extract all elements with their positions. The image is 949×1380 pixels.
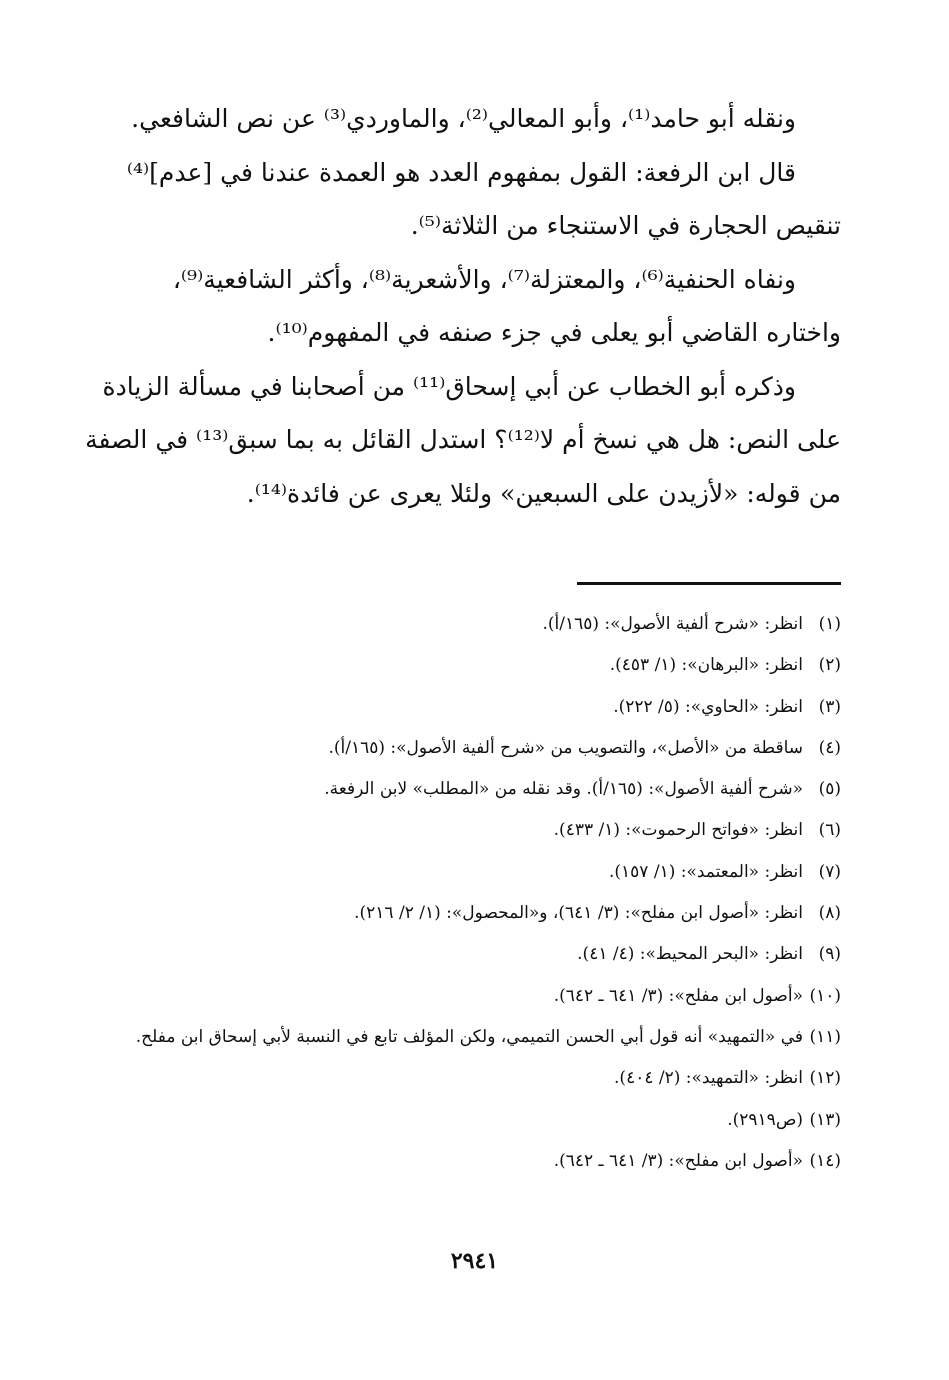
footnote-number: (٥) [818, 779, 841, 800]
main-text-line: ونقله أبو حامد⁽¹⁾، وأبو المعالي⁽²⁾، والماوردي⁽³⁾ عن نص الشافعي. [131, 104, 796, 133]
page-number: ٢٩٤١ [450, 1248, 499, 1274]
main-text-line: من قوله: «لأزيدن على السبعين» ولئلا يعرى عن فائدة⁽¹⁴⁾. [246, 478, 841, 508]
footnote-text: (ص٢٩١٩). [727, 1109, 803, 1130]
footnote-separator [577, 582, 841, 585]
footnote-number: (١٤) [809, 1150, 841, 1171]
footnote-item [131, 769, 841, 810]
footnote-number: (٧) [818, 861, 841, 882]
footnote-item [131, 934, 841, 975]
footnote-item [131, 852, 841, 893]
footnote-text: انظر: «المعتمد»: (١/ ١٥٧). [608, 861, 803, 882]
main-text-line: ونفاه الحنفية⁽⁶⁾، والمعتزلة⁽⁷⁾، والأشعرية⁽⁸⁾، وأكثر الشافعية⁽⁹⁾، [172, 264, 796, 294]
footnote-item [131, 893, 841, 934]
footnote-text: انظر: «البحر المحيط»: (٤/ ٤١). [577, 944, 803, 965]
footnote-text: انظر: «البرهان»: (١/ ٤٥٣). [609, 655, 803, 676]
main-text-line: واختاره القاضي أبو يعلى في جزء صنفه في المفهوم⁽¹⁰⁾. [267, 318, 841, 347]
footnote-item [131, 1058, 841, 1099]
footnote-number: (٤) [818, 737, 841, 758]
footnote-text: انظر: «الحاوي»: (٥/ ٢٢٢). [613, 696, 803, 717]
footnote-item [131, 687, 841, 728]
footnote-number: (٣) [818, 696, 841, 717]
footnote-number: (٨) [818, 903, 841, 924]
footnote-number: (٩) [818, 944, 841, 965]
footnote-number: (١٣) [809, 1109, 841, 1130]
footnote-item [131, 645, 841, 686]
footnote-text: انظر: «شرح ألفية الأصول»: (١٦٥/أ). [542, 614, 803, 634]
main-text-line: على النص: هل هي نسخ أم لا⁽¹²⁾؟ استدل القائل به بما سبق⁽¹³⁾ في الصفة [85, 425, 841, 454]
footnote-item [131, 728, 841, 769]
footnote-number: (١٠) [809, 985, 841, 1006]
footnote-text: انظر: «التمهيد»: (٢/ ٤٠٤). [614, 1068, 803, 1089]
footnote-item [131, 1100, 841, 1141]
footnote-text: ساقطة من «الأصل»، والتصويب من «شرح ألفية الأصول»: (١٦٥/أ). [328, 737, 803, 758]
footnote-text: انظر: «أصول ابن مفلح»: (٣/ ٦٤١)، و«المحصول»: (١/ ٢/ ٢١٦). [354, 903, 803, 924]
main-text-line: تنقيص الحجارة في الاستنجاء من الثلاثة⁽⁵⁾. [410, 211, 841, 240]
main-text-block [85, 92, 841, 520]
footnote-text: في «التمهيد» أنه قول أبي الحسن التميمي، ولكن المؤلف تابع في النسبة لأبي إسحاق ابن مفلح. [135, 1026, 803, 1047]
footnote-item [131, 976, 841, 1017]
footnote-item [131, 604, 841, 645]
footnote-item [131, 810, 841, 851]
footnote-number: (١) [818, 614, 841, 634]
main-text-line: قال ابن الرفعة: القول بمفهوم العدد هو العمدة عندنا في [عدم]⁽⁴⁾ [126, 157, 796, 187]
footnote-item [131, 1141, 841, 1182]
footnotes-list [131, 604, 841, 1182]
footnote-number: (٦) [818, 820, 841, 841]
footnote-number: (٢) [818, 655, 841, 676]
footnote-text: «شرح ألفية الأصول»: (١٦٥/أ). وقد نقله من «المطلب» لابن الرفعة. [324, 779, 803, 800]
footnote-number: (١٢) [809, 1068, 841, 1089]
footnote-number: (١١) [809, 1026, 841, 1047]
footnote-text: «أصول ابن مفلح»: (٣/ ٦٤١ ـ ٦٤٢). [553, 1150, 803, 1171]
footnote-item [131, 1017, 841, 1058]
footnote-text: «أصول ابن مفلح»: (٣/ ٦٤١ ـ ٦٤٢). [553, 985, 803, 1006]
main-text-line: وذكره أبو الخطاب عن أبي إسحاق⁽¹¹⁾ من أصحابنا في مسألة الزيادة [102, 371, 796, 401]
footnote-text: انظر: «فواتح الرحموت»: (١/ ٤٣٣). [553, 820, 803, 841]
